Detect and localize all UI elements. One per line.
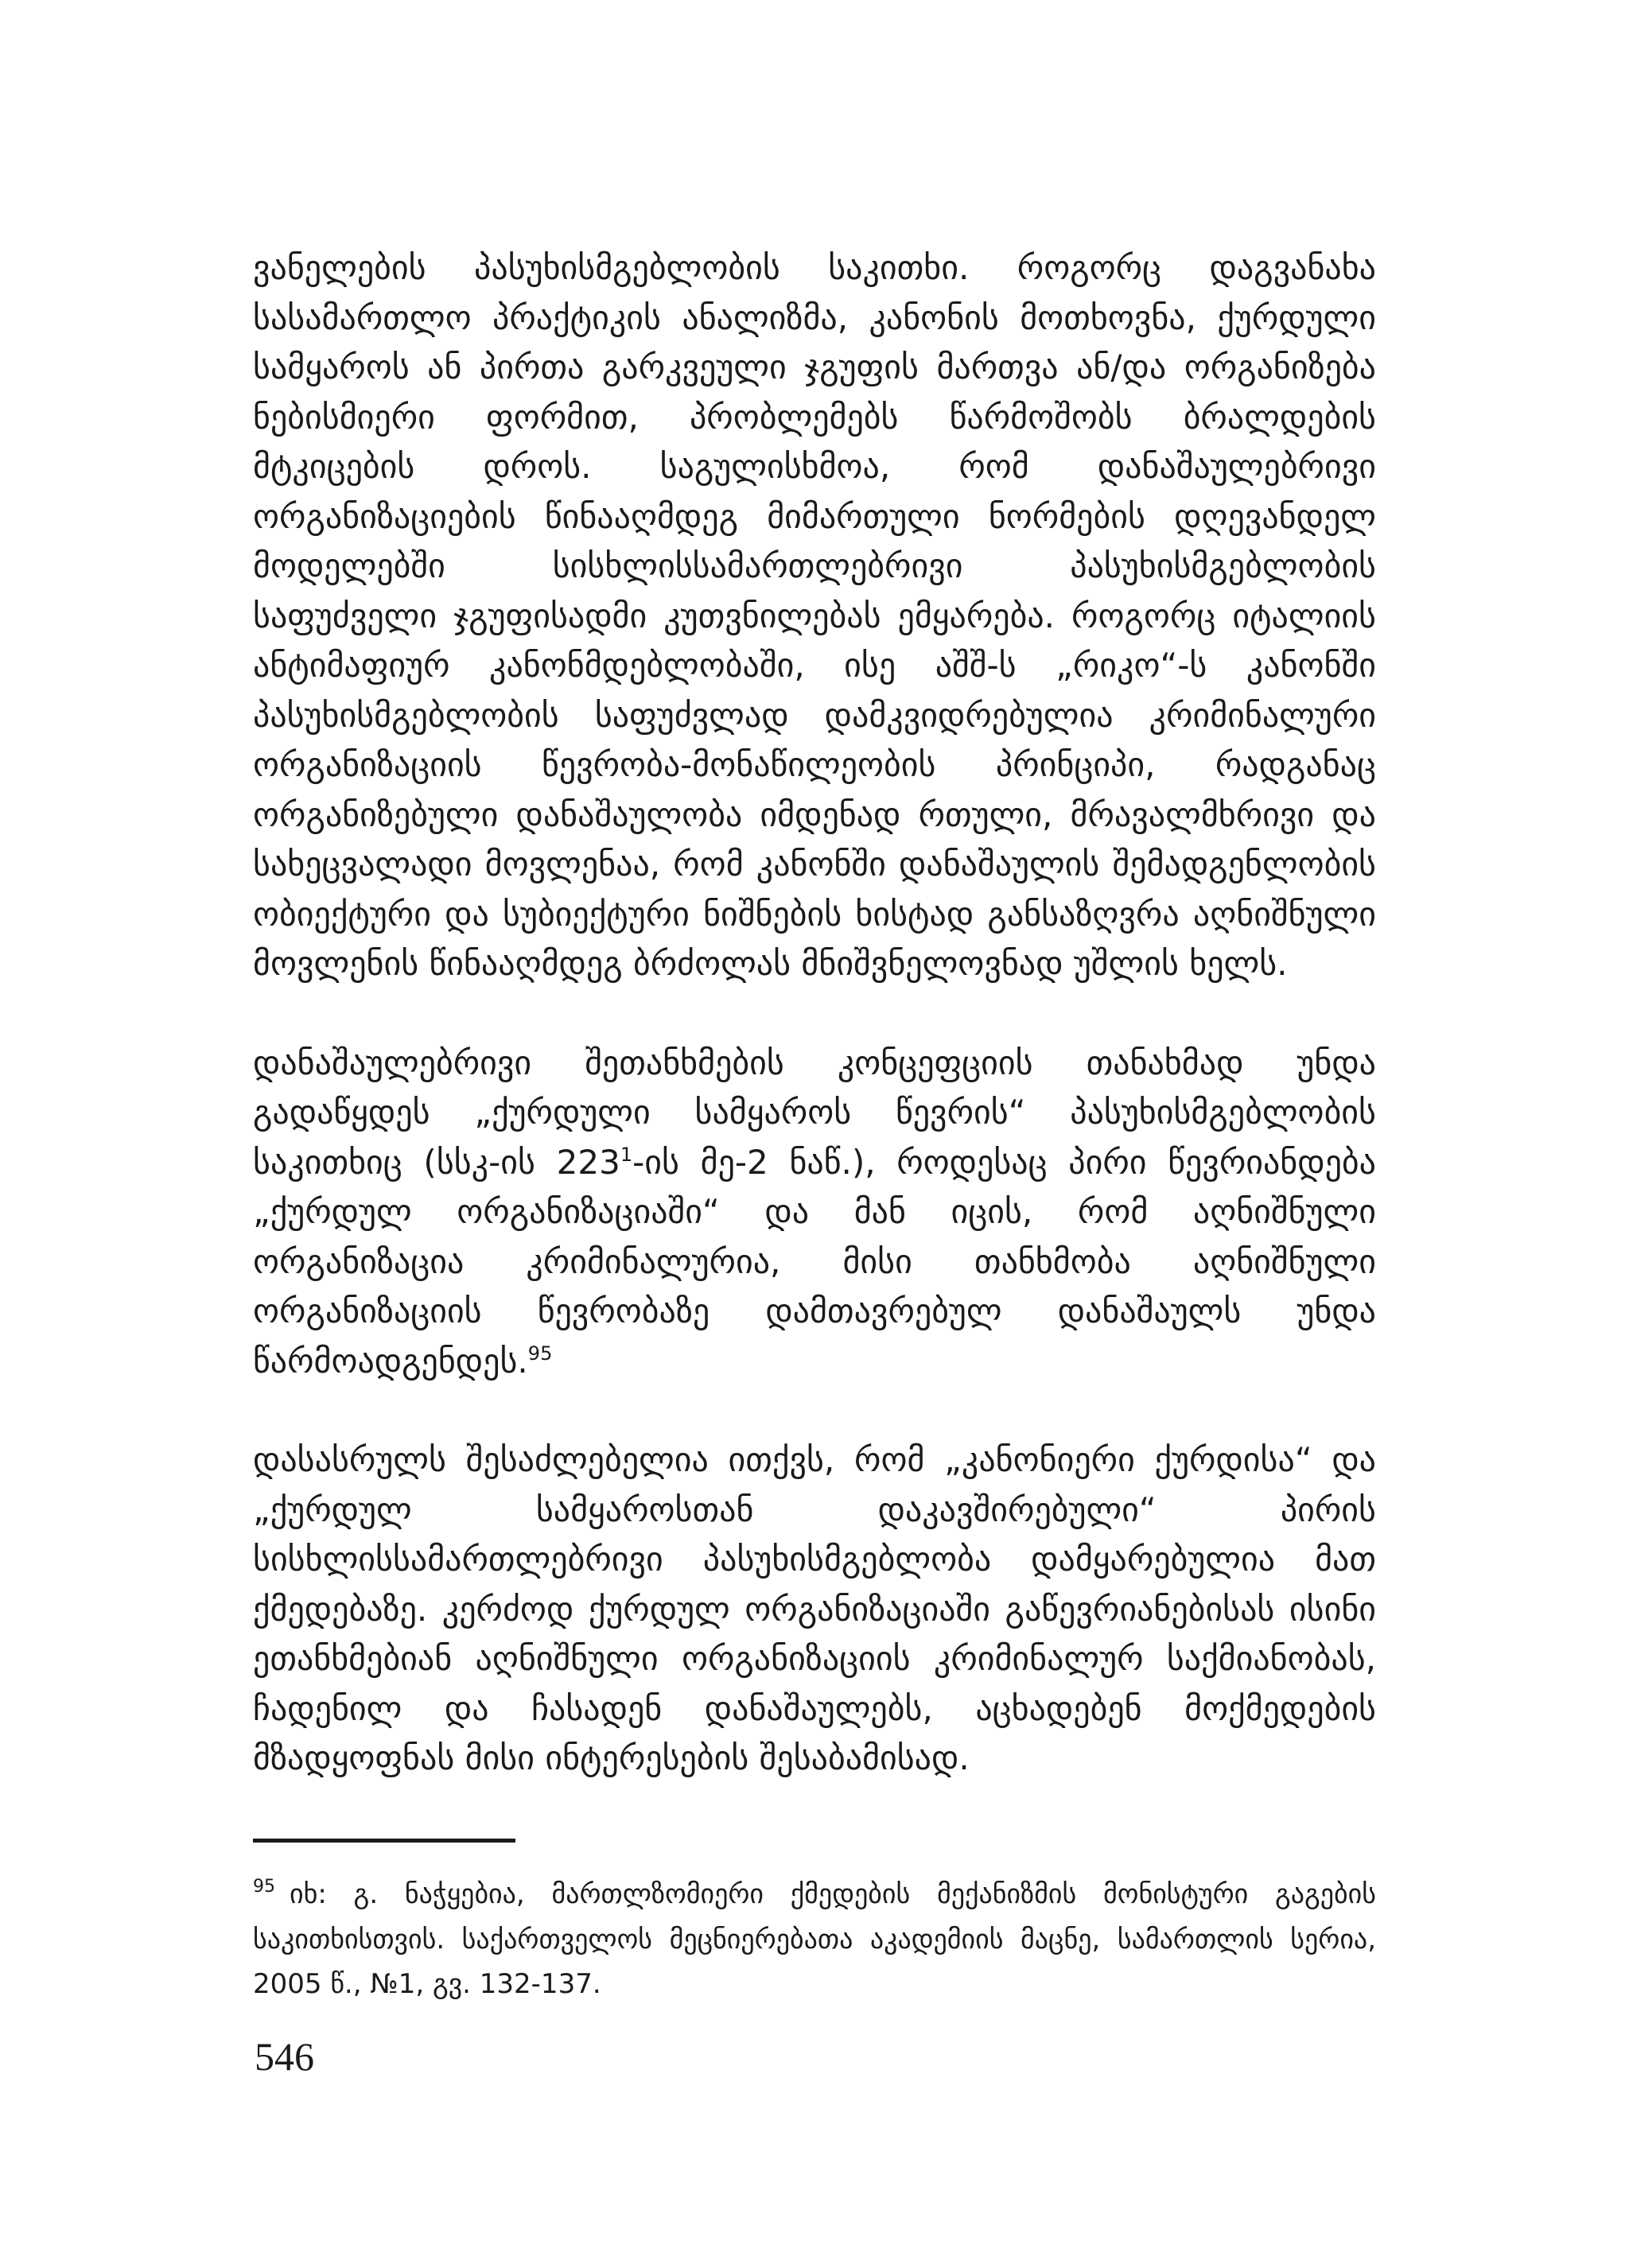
page-number: 546 xyxy=(255,2034,314,2079)
footnote-text: იხ: გ. ნაჭყებია, მართლზომიერი ქმედების მექანიზმის მონისტური გაგების საკითხისთვის. საქართველოს მეცნიერებათა აკადემიის მაცნე, სამართლის სერია, 2005 წ., №1, გვ. 132-137. xyxy=(253,1878,1376,2000)
paragraph-2 xyxy=(253,1039,1376,1387)
footnote-number: 95 xyxy=(253,1877,275,1897)
footnote-separator xyxy=(253,1839,515,1843)
page-body xyxy=(253,243,1376,1784)
paragraph-1: ვანელების პასუხისმგებლობის საკითხი. როგორც დაგვანახა სასამართლო პრაქტიკის ანალიზმა, კანონის მოთხოვნა, ქურდული სამყაროს ან პირთა გარკვეული ჯგუფის მართვა ან/და ორგანიზება ნებისმიერი ფორმით, პრობლემებს წარმოშობს ბრალდების მტკიცების დროს. საგულისხმოა, რომ დანაშაულებრივი ორგანიზაციების წინააღმდეგ მიმართული ნორმების დღევანდელ მოდელებში სისხლისსამართლებრივი პასუხისმგებლობის საფუძველი ჯგუფისადმი კუთვნილებას ემყარება. როგორც იტალიის ანტიმაფიურ კანონმდებლობაში, ისე აშშ-ს „რიკო“-ს კანონში პასუხისმგებლობის საფუძვლად დამკვიდრებულია კრიმინალური ორგანიზაციის წევრობა-მონაწილეობის პრინციპი, რადგანაც ორგანიზებული დანაშაულობა იმდენად რთული, მრავალმხრივი და სახეცვალადი მოვლენაა, რომ კანონში დანაშაულის შემადგენლობის ობიექტური და სუბიექტური ნიშნების ხისტად განსაზღვრა აღნიშნული მოვლენის წინააღმდეგ ბრძოლას მნიშვნელოვნად უშლის ხელს. xyxy=(253,248,1376,983)
article-superscript: 1 xyxy=(620,1143,633,1166)
paragraph-2-text-after: -ის მე-2 ნაწ.), როდესაც პირი წევრიანდება „ქურდულ ორგანიზაციაში“ და მან იცის, რომ აღნიშნული ორგანიზაცია კრიმინალურია, მისი თანხმობა აღნიშნული ორგანიზაციის წევრობაზე დამთავრებულ დანაშაულს უნდა წარმოადგენდეს. xyxy=(253,1142,1377,1381)
paragraph-2-text-before: დანაშაულებრივი შეთანხმების კონცეფციის თანახმად უნდა გადაწყდეს „ქურდული სამყაროს წევრის“ პასუხისმგებლობის საკითხიც (სსკ-ის 223 xyxy=(253,1043,1376,1182)
footnote-95 xyxy=(253,1872,1376,2007)
paragraph-3: დასასრულს შესაძლებელია ითქვს, რომ „კანონიერი ქურდისა“ და „ქურდულ სამყაროსთან დაკავშირებული“ პირის სისხლისსამართლებრივი პასუხისმგებლობა დამყარებულია მათ ქმედებაზე. კერძოდ ქურდულ ორგანიზაციაში გაწევრიანებისას ისინი ეთანხმებიან აღნიშნული ორგანიზაციის კრიმინალურ საქმიანობას, ჩადენილ და ჩასადენ დანაშაულებს, აცხადებენ მოქმედების მზადყოფნას მისი ინტერესების შესაბამისად. xyxy=(253,1440,1376,1777)
footnote-reference[interactable]: 95 xyxy=(527,1342,553,1365)
